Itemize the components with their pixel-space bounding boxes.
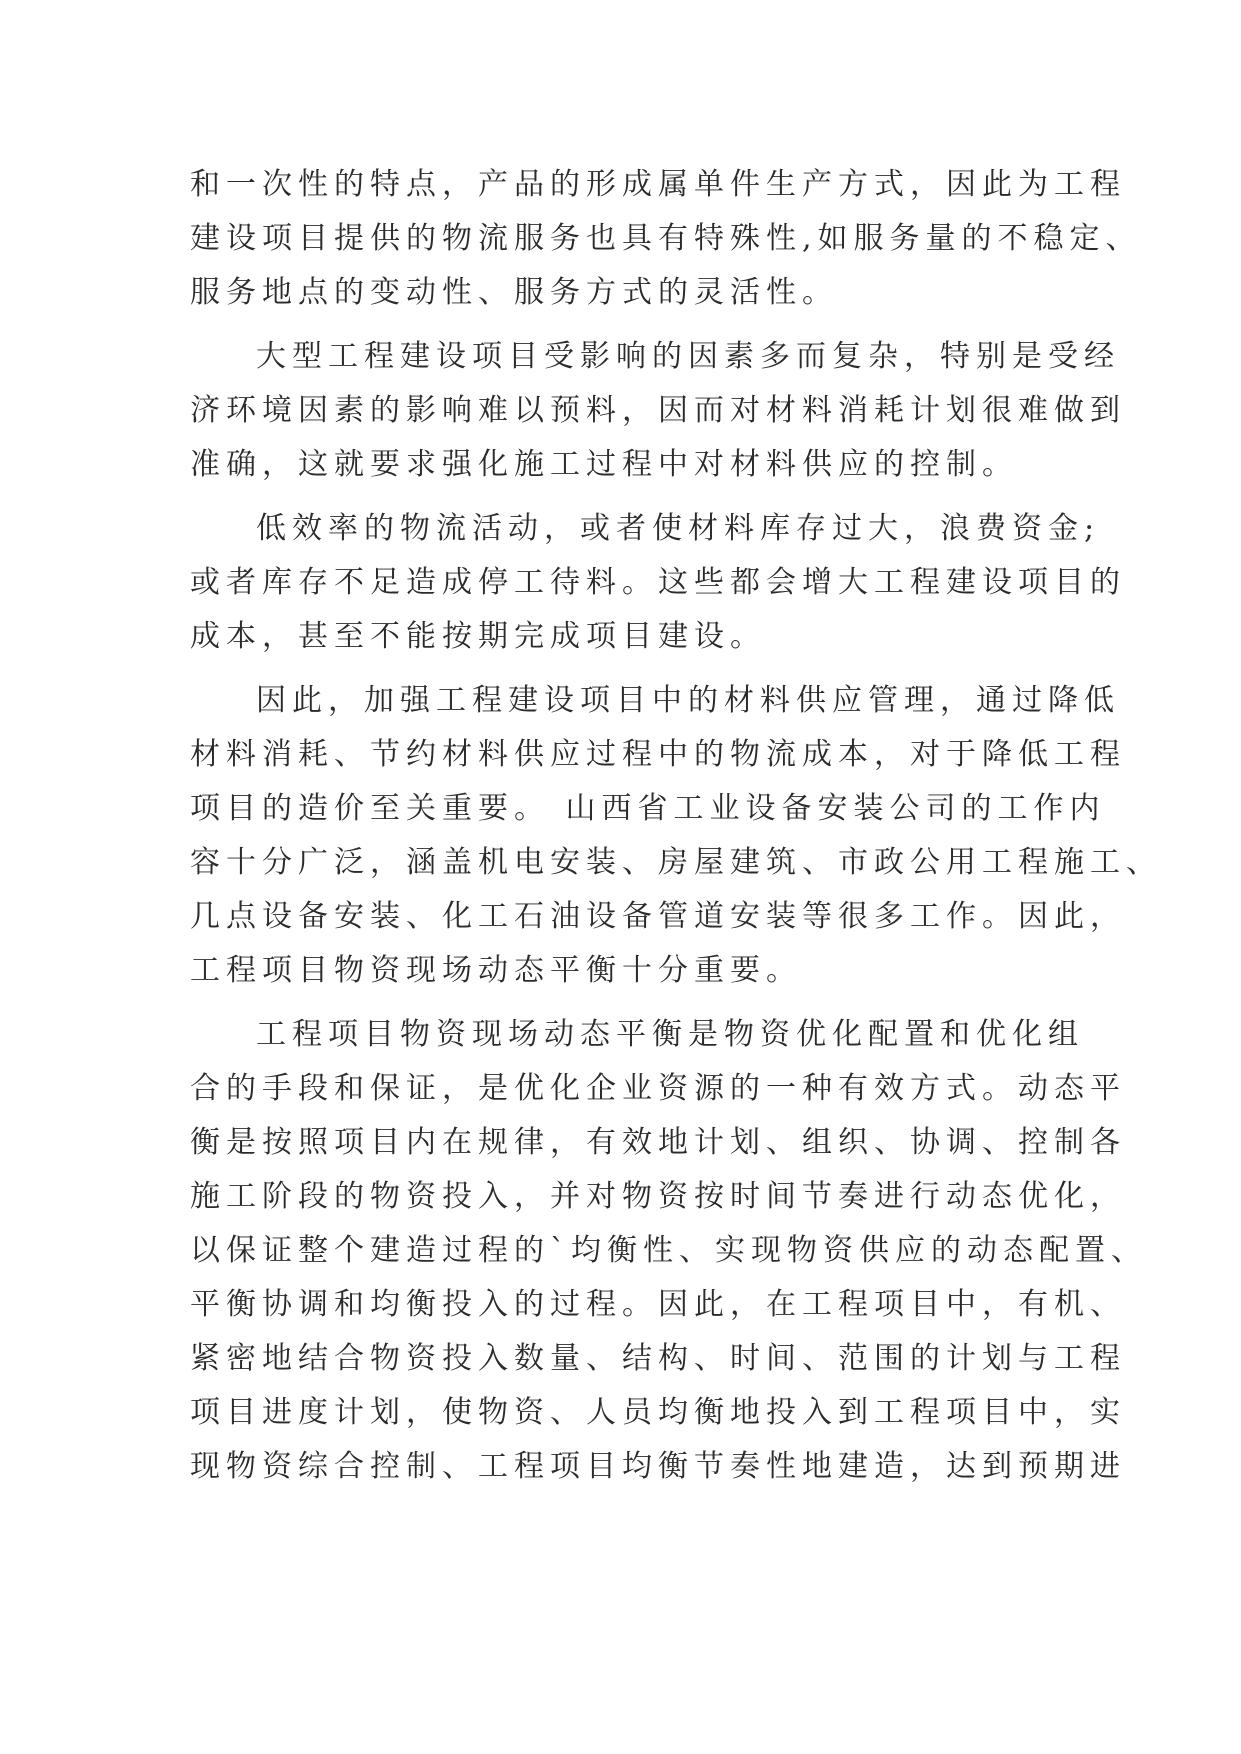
paragraph-line: 材料消耗、节约材料供应过程中的物流成本，对于降低工程: [190, 737, 1126, 772]
paragraph-line: 现物资综合控制、工程项目均衡节奏性地建造，达到预期进: [190, 1449, 1126, 1484]
paragraph-line: 大型工程建设项目受影响的因素多而复杂，特别是受经: [256, 339, 1120, 374]
paragraph-line: 工程项目物资现场动态平衡是物资优化配置和优化组: [256, 1017, 1084, 1052]
paragraph-line: 和一次性的特点，产品的形成属单件生产方式，因此为工程: [190, 167, 1126, 202]
paragraph-line: 或者库存不足造成停工待料。这些都会增大工程建设项目的: [190, 565, 1126, 600]
paragraph-line: 建设项目提供的物流服务也具有特殊性,如服务量的不稳定、: [190, 221, 1142, 256]
paragraph-line: 准确，这就要求强化施工过程中对材料供应的控制。: [190, 447, 1018, 482]
paragraph-line: 低效率的物流活动，或者使材料库存过大，浪费资金;: [256, 511, 1101, 546]
paragraph-line: 容十分广泛，涵盖机电安装、房屋建筑、市政公用工程施工、: [190, 845, 1162, 880]
paragraph-line: 衡是按照项目内在规律，有效地计划、组织、协调、控制各: [190, 1125, 1126, 1160]
body-text: [190, 158, 1162, 1494]
paragraph-line: 因此，加强工程建设项目中的材料供应管理，通过降低: [256, 683, 1120, 718]
paragraph-line: 项目进度计划，使物资、人员均衡地投入到工程项目中，实: [190, 1395, 1126, 1430]
paragraph-line: 施工阶段的物资投入，并对物资按时间节奏进行动态优化，: [190, 1179, 1126, 1214]
paragraph-line: 几点设备安装、化工石油设备管道安装等很多工作。因此，: [190, 899, 1126, 934]
paragraph-line: 成本，甚至不能按期完成项目建设。: [190, 619, 766, 654]
paragraph-line: 以保证整个建造过程的`均衡性、实现物资供应的动态配置、: [190, 1233, 1147, 1268]
paragraph-line: 项目的造价至关重要。 山西省工业设备安装公司的工作内: [190, 791, 1106, 826]
paragraph-line: 合的手段和保证，是优化企业资源的一种有效方式。动态平: [190, 1071, 1126, 1106]
paragraph-line: 济环境因素的影响难以预料，因而对材料消耗计划很难做到: [190, 393, 1126, 428]
paragraph-line: 服务地点的变动性、服务方式的灵活性。: [190, 275, 838, 310]
paragraph-line: 紧密地结合物资投入数量、结构、时间、范围的计划与工程: [190, 1341, 1126, 1376]
paragraph-line: 平衡协调和均衡投入的过程。因此，在工程项目中，有机、: [190, 1287, 1126, 1322]
paragraph-line: 工程项目物资现场动态平衡十分重要。: [190, 953, 802, 988]
